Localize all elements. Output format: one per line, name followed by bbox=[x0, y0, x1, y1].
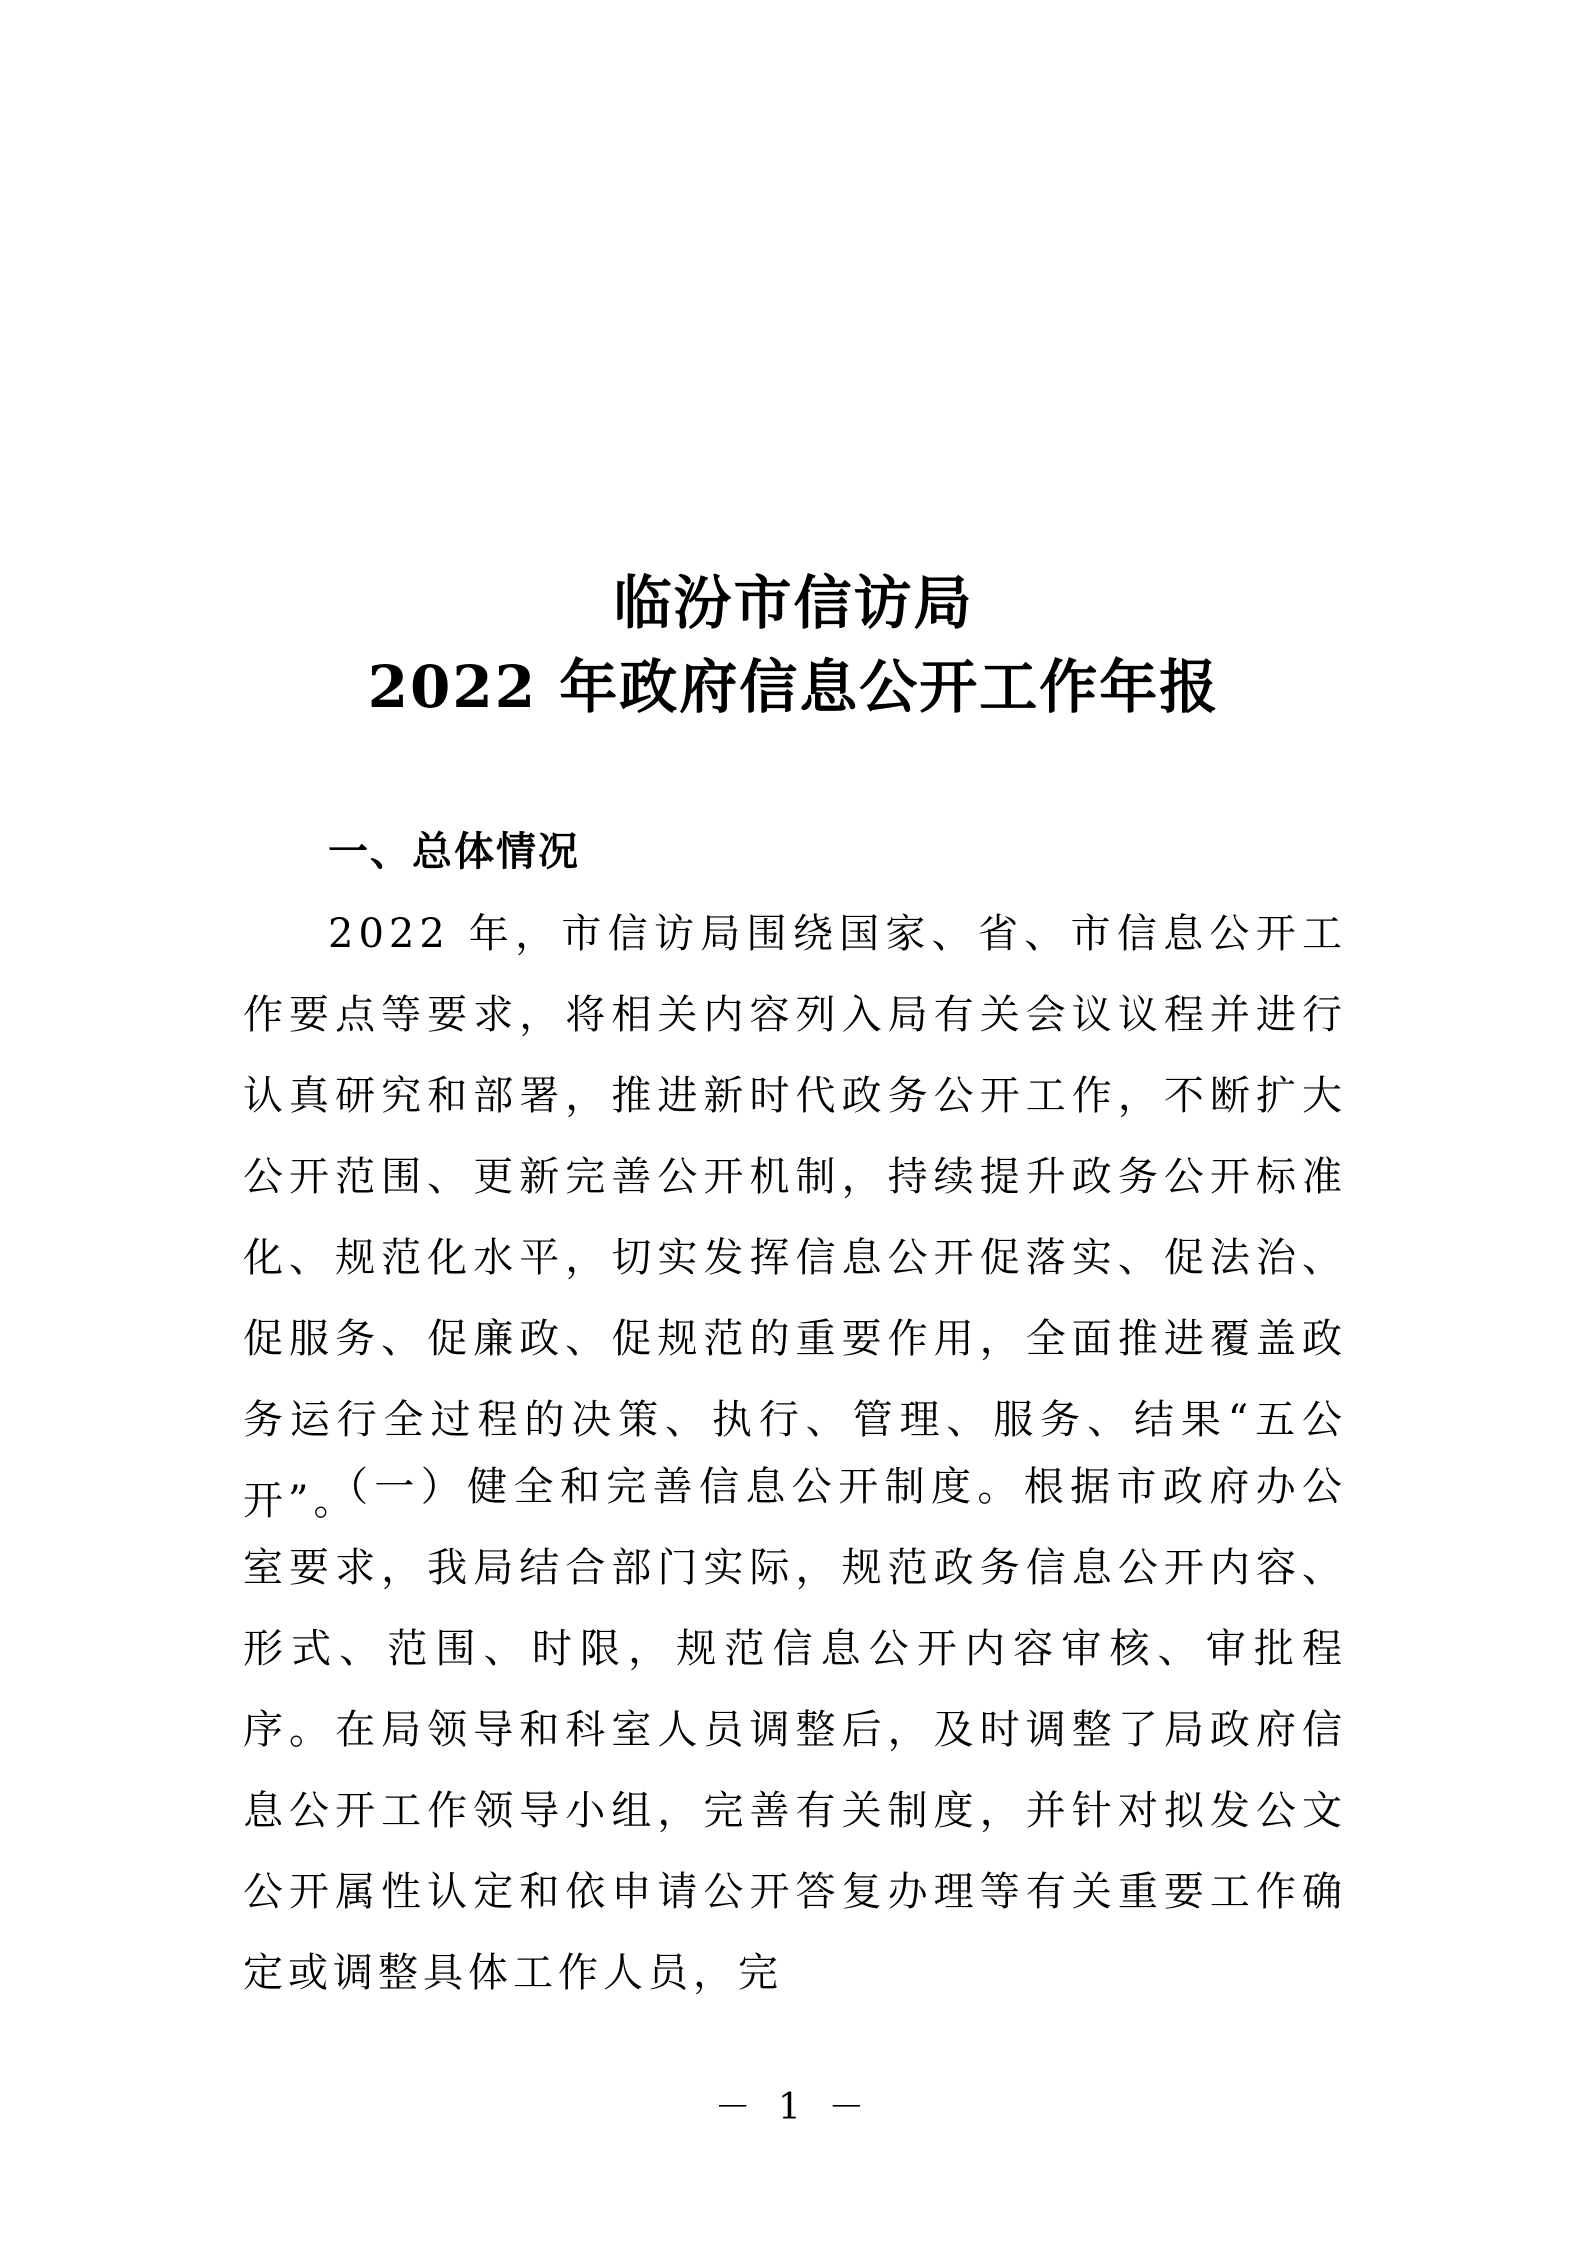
paragraph-overview: 2022 年，市信访局围绕国家、省、市信息公开工作要点等要求，将相关内容列入局有关会议议程并进行认真研究和部署，推进新时代政务公开工作，不断扩大公开范围、更新完善公开机制，持续提升政务公开标准化、规范化水平，切实发挥信息公开促落实、促法治、促服务、促廉政、促规范的重要作用，全面推进覆盖政务运行全过程的决策、执行、管理、服务、结果“五公开”。 bbox=[243, 911, 1347, 1524]
section-heading: 一、总体情况 bbox=[328, 829, 580, 875]
document-title-line-2: 2022 年政府信息公开工作年报 bbox=[367, 653, 1220, 721]
page-number: － 1 － bbox=[714, 2087, 873, 2128]
paragraph-system: （一）健全和完善信息公开制度。根据市政府办公室要求，我局结合部门实际，规范政务信息公开内容、形式、范围、时限，规范信息公开内容审核、审批程序。在局领导和科室人员调整后，及时调整了局政府信息公开工作领导小组，完善有关制度，并针对拟发公文公开属性认定和依申请公开答复办理等有关重要工作确定或调整具体工作人员，完 bbox=[243, 1464, 1347, 1996]
document-title-line-1: 临汾市信访局 bbox=[613, 569, 974, 637]
